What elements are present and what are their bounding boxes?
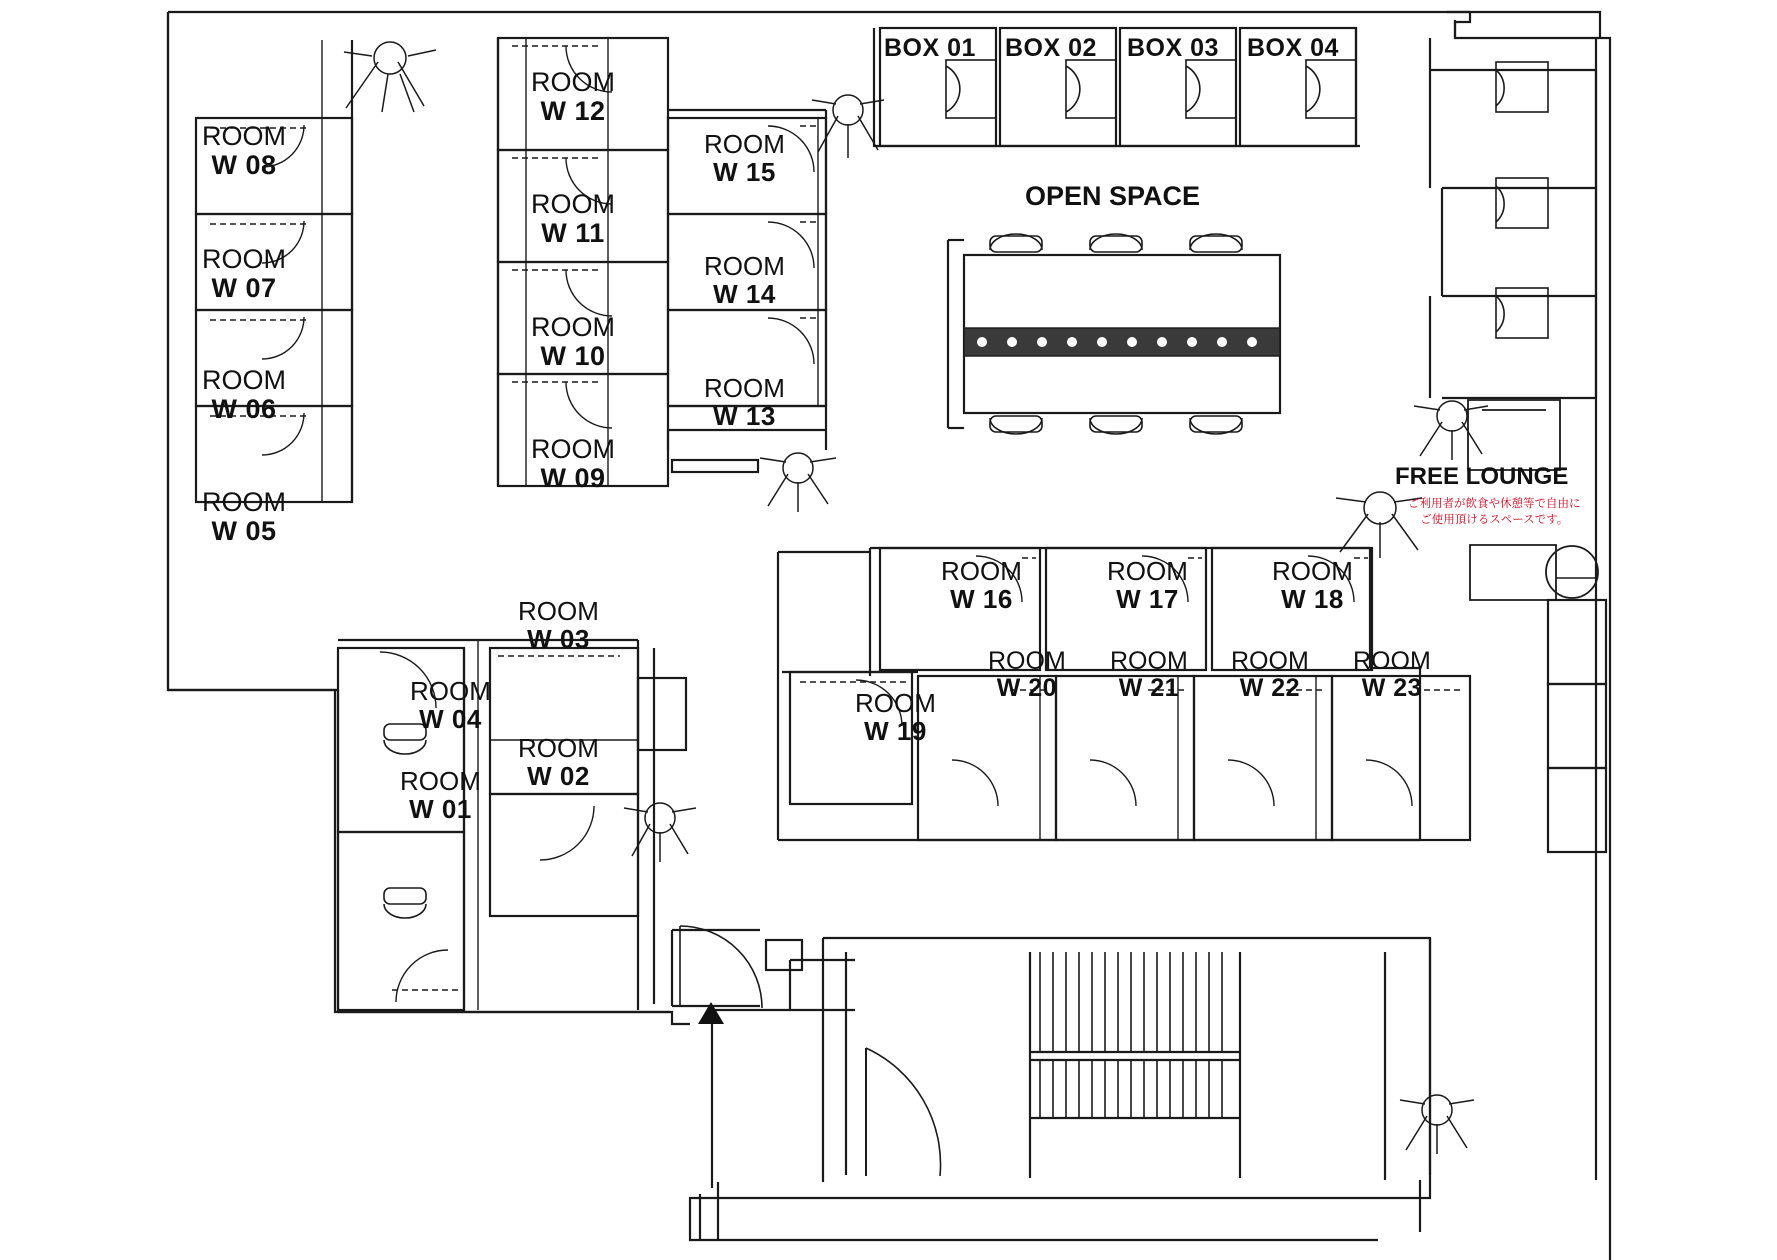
room-label-w23[interactable] [1353,648,1431,701]
room-code: W 15 [713,156,776,187]
box-label-01[interactable] [884,34,976,63]
room-code: W 06 [211,393,277,424]
room-prefix: ROOM [988,647,1066,675]
room-label-w20[interactable] [988,648,1066,701]
room-label-w12[interactable] [531,68,615,125]
room-code: W 02 [527,760,590,791]
room-prefix: ROOM [202,487,286,517]
room-prefix: ROOM [704,129,785,159]
room-label-w10[interactable] [531,313,615,370]
room-prefix: ROOM [410,676,491,706]
room-label-w15[interactable] [704,131,785,186]
room-label-w13[interactable] [704,375,785,430]
room-code: W 07 [211,272,277,303]
free-lounge-note-line-2: ご使用頂けるスペースです。 [1420,511,1569,526]
box-label-text: BOX 03 [1127,34,1219,62]
room-code: W 13 [713,400,776,431]
room-label-w02[interactable] [518,735,599,790]
room-prefix: ROOM [1110,647,1188,675]
room-code: W 17 [1116,583,1179,614]
room-code: W 14 [713,278,776,309]
room-prefix: ROOM [704,251,785,281]
room-prefix: ROOM [518,733,599,763]
room-label-w09[interactable] [531,435,615,492]
room-prefix: ROOM [531,67,615,97]
room-label-w18[interactable] [1272,558,1353,613]
room-label-w05[interactable] [202,488,286,545]
room-label-w01[interactable] [400,768,481,823]
room-prefix: ROOM [531,189,615,219]
box-label-03[interactable] [1127,34,1219,63]
room-label-w14[interactable] [704,253,785,308]
room-code: W 21 [1118,673,1180,702]
free-lounge-label-text: FREE LOUNGE [1395,463,1569,490]
room-code: W 08 [211,149,277,180]
room-label-w21[interactable] [1110,648,1188,701]
room-code: W 10 [540,340,606,371]
room-prefix: ROOM [202,244,286,274]
room-label-w03[interactable] [518,598,599,653]
free-lounge-note [1408,496,1581,527]
room-prefix: ROOM [1231,647,1309,675]
room-code: W 03 [527,623,590,654]
room-code: W 04 [419,703,482,734]
room-label-w04[interactable] [410,678,491,733]
room-prefix: ROOM [400,766,481,796]
room-prefix: ROOM [1353,647,1431,675]
room-code: W 20 [996,673,1058,702]
box-label-text: BOX 04 [1247,34,1339,62]
open-space-label [1025,181,1200,212]
box-label-text: BOX 01 [884,34,976,62]
room-code: W 09 [540,462,606,493]
room-label-w22[interactable] [1231,648,1309,701]
room-code: W 19 [864,715,927,746]
room-label-w19[interactable] [855,690,936,745]
free-lounge-label [1395,463,1568,491]
room-prefix: ROOM [941,556,1022,586]
room-code: W 12 [540,95,606,126]
room-prefix: ROOM [531,312,615,342]
open-space-label-text: OPEN SPACE [1025,181,1201,211]
room-prefix: ROOM [855,688,936,718]
room-label-w16[interactable] [941,558,1022,613]
room-code: W 18 [1281,583,1344,614]
room-label-w07[interactable] [202,245,286,302]
room-code: W 01 [409,793,472,824]
room-prefix: ROOM [704,373,785,403]
room-label-w06[interactable] [202,366,286,423]
room-prefix: ROOM [531,434,615,464]
room-code: W 16 [950,583,1013,614]
room-prefix: ROOM [1272,556,1353,586]
room-prefix: ROOM [1107,556,1188,586]
box-label-02[interactable] [1005,34,1097,63]
room-prefix: ROOM [202,365,286,395]
room-label-w11[interactable] [531,190,615,247]
entrance-marker-icon [698,1002,724,1024]
room-prefix: ROOM [518,596,599,626]
room-code: W 22 [1239,673,1301,702]
free-lounge-note-line-1: ご利用者が飲食や休憩等で自由に [1408,496,1581,510]
room-code: W 11 [541,217,605,248]
room-code: W 05 [211,515,277,546]
room-label-w17[interactable] [1107,558,1188,613]
box-label-text: BOX 02 [1005,34,1097,62]
room-code: W 23 [1361,673,1423,702]
room-label-w08[interactable] [202,122,286,179]
room-prefix: ROOM [202,121,286,151]
box-label-04[interactable] [1247,34,1339,63]
